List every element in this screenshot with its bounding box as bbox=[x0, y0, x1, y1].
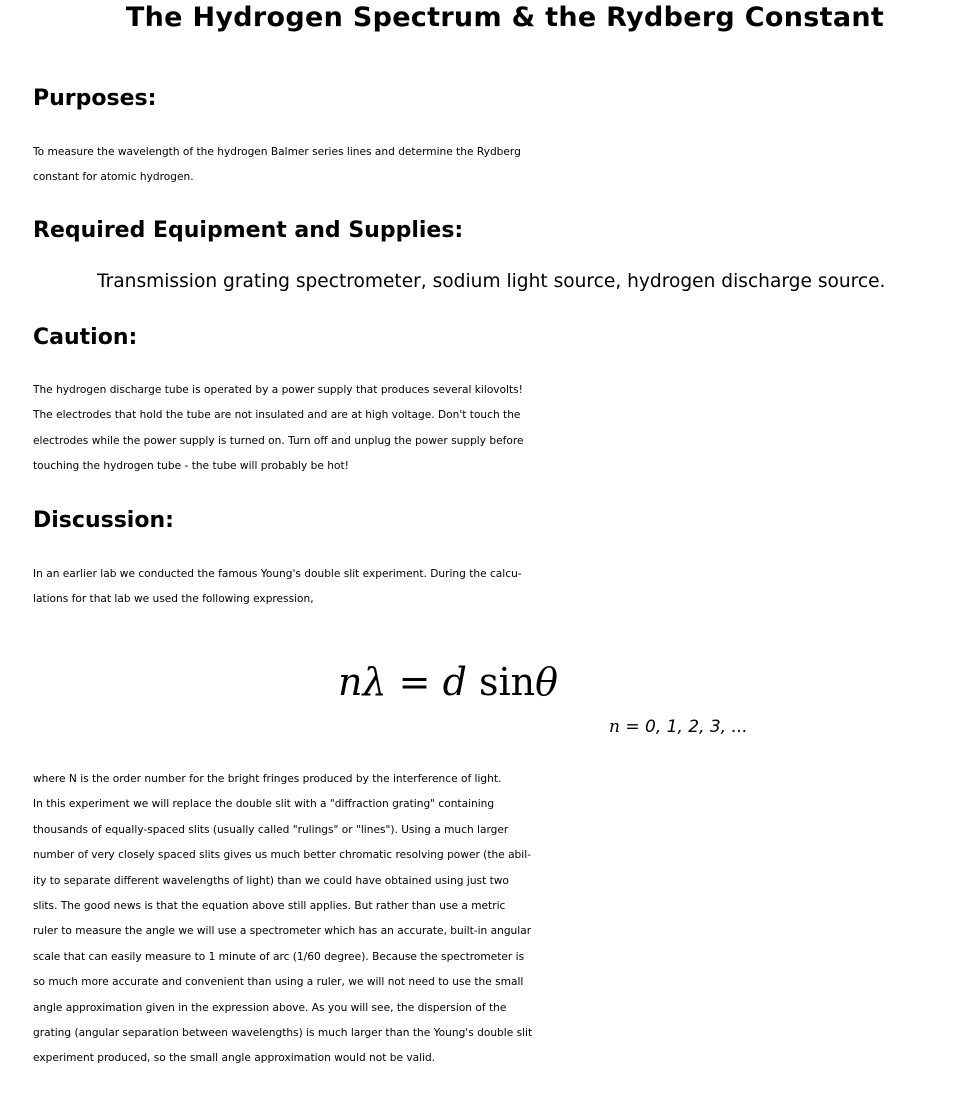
equation-theta: θ bbox=[535, 660, 559, 704]
caution-paragraph bbox=[33, 378, 968, 480]
paragraph-line: electrodes while the power supply is turned on. Turn off and unplug the power supply before bbox=[33, 434, 524, 447]
paragraph-line: The hydrogen discharge tube is operated by a power supply that produces several kilovolts! bbox=[33, 384, 523, 396]
condition-values: = 0, 1, 2, 3, ... bbox=[619, 717, 748, 737]
paragraph-line: grating (angular separation between wavelengths) is much larger than the Young's double slit bbox=[33, 1027, 533, 1040]
paragraph-line: In an earlier lab we conducted the famous Young's double slit experiment. During the calcu- bbox=[33, 568, 522, 580]
paragraph-line: thousands of equally-spaced slits (usually called "rulings" or "lines"). Using a much larger bbox=[33, 823, 509, 836]
paragraph-line: touching the hydrogen tube - the tube will probably be hot! bbox=[33, 460, 349, 473]
purposes-paragraph bbox=[33, 140, 968, 191]
paragraph-line: number of very closely spaced slits gives us much better chromatic resolving power (the abil- bbox=[33, 849, 531, 862]
equation-n: n bbox=[338, 660, 363, 704]
purposes-heading: Purposes: bbox=[33, 86, 157, 111]
equipment-heading: Required Equipment and Supplies: bbox=[33, 218, 464, 243]
equipment-list: Transmission grating spectrometer, sodium light source, hydrogen discharge source. bbox=[97, 271, 886, 292]
page-title: The Hydrogen Spectrum & the Rydberg Constant bbox=[125, 2, 885, 33]
paragraph-line: The electrodes that hold the tube are not insulated and are at high voltage. Don't touch the bbox=[33, 409, 521, 422]
discussion-intro bbox=[33, 562, 968, 613]
paragraph-line: slits. The good news is that the equation above still applies. But rather than use a metric bbox=[33, 900, 506, 913]
equation-d: d bbox=[442, 660, 467, 704]
paragraph-line: ity to separate different wavelengths of light) than we could have obtained using just two bbox=[33, 874, 509, 887]
equation-condition bbox=[609, 717, 748, 737]
discussion-heading: Discussion: bbox=[33, 508, 174, 533]
paragraph-line: In this experiment we will replace the double slit with a "diffraction grating" containing bbox=[33, 798, 495, 811]
caution-heading: Caution: bbox=[33, 325, 138, 350]
condition-variable: n bbox=[609, 717, 620, 737]
paragraph-line: experiment produced, so the small angle approximation would not be valid. bbox=[33, 1052, 436, 1065]
paragraph-line: where N is the order number for the bright fringes produced by the interference of light. bbox=[33, 773, 502, 785]
grating-equation bbox=[338, 660, 558, 704]
paragraph-line: angle approximation given in the expression above. As you will see, the dispersion of the bbox=[33, 1001, 507, 1014]
paragraph-line: scale that can easily measure to 1 minute of arc (1/60 degree). Because the spectrometer is bbox=[33, 950, 525, 963]
equation-sin: sin bbox=[466, 660, 536, 704]
paragraph-line: so much more accurate and convenient than using a ruler, we will not need to use the small bbox=[33, 976, 524, 989]
paragraph-line: lations for that lab we used the following expression, bbox=[33, 593, 314, 606]
equation-equals: = bbox=[386, 660, 443, 704]
paragraph-line: ruler to measure the angle we will use a spectrometer which has an accurate, built-in angular bbox=[33, 925, 532, 938]
paragraph-line: To measure the wavelength of the hydrogen Balmer series lines and determine the Rydberg bbox=[33, 146, 521, 158]
paragraph-line: constant for atomic hydrogen. bbox=[33, 171, 194, 184]
discussion-body bbox=[33, 767, 968, 1072]
equation-lambda: λ bbox=[362, 660, 387, 704]
